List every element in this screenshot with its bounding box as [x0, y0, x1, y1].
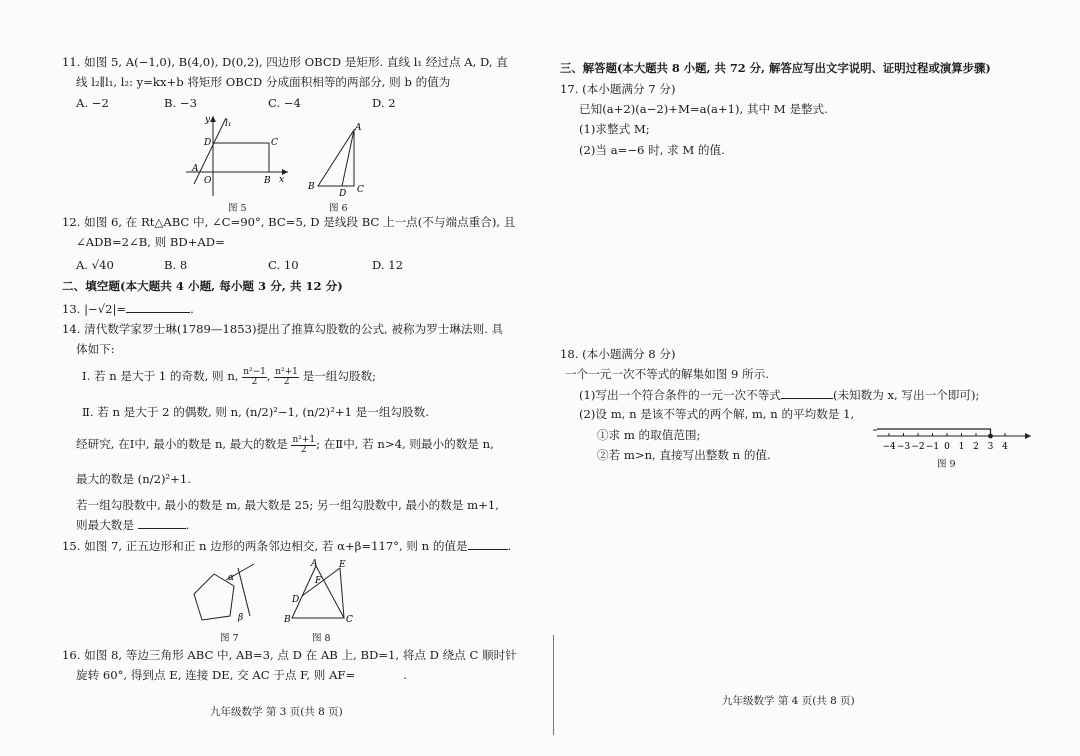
tick-label: 2: [973, 442, 979, 452]
q12-line2: ∠ADB=2∠B, 则 BD+AD=: [76, 235, 225, 249]
rule2-math-1: (n/2)²−1: [245, 405, 296, 419]
q13: [62, 301, 194, 316]
q18-sub-2: ②若 m>n, 直接写出整数 n 的值.: [597, 448, 771, 462]
tick-label: 1: [958, 442, 965, 452]
q18-answer-blank: [781, 387, 833, 399]
q14-ask-text: 则最大数是: [76, 518, 134, 532]
q14-line1: 14. 清代数学家罗士琳(1789—1853)提出了推算勾股数的公式, 被称为罗士琳法则. 具: [62, 322, 504, 336]
fig5-label-x: x: [279, 175, 285, 185]
q12-option-b: B. 8: [164, 258, 188, 272]
q18-part-1-note: (未知数为 x, 写出一个即可);: [832, 388, 980, 402]
solution-endpoint: [988, 434, 993, 439]
tick-label: −2: [911, 442, 925, 452]
rule1-frac-2: [274, 368, 299, 387]
fig6-label-c: C: [357, 185, 364, 195]
q12-option-a: A. √40: [76, 258, 114, 272]
rule1-frac-1: [242, 368, 267, 387]
q16-answer-blank: [355, 668, 403, 679]
q18-part-2: (2)设 m, n 是该不等式的两个解, m, n 的平均数是 1,: [579, 407, 855, 421]
q14-line2: 体如下:: [76, 342, 115, 356]
q14-ask: 则最大数是 .: [76, 518, 190, 532]
rule1-frac-1-num: n²−1: [243, 366, 266, 377]
section-3-heading: 三、解答题(本大题共 8 小题, 共 72 分, 解答应写出文字说明、证明过程或演算步骤): [560, 61, 991, 75]
fig8-label-a: A: [311, 559, 318, 569]
fig7-caption: 图 7: [220, 633, 239, 644]
q16-text: 旋转 60°, 得到点 E, 连接 DE, 交 AC 于点 F, 则 AF=: [76, 668, 356, 682]
study-math: (n/2)²+1.: [137, 472, 191, 486]
q12-option-d: D. 12: [372, 258, 404, 272]
q16-line1: 16. 如图 8, 等边三角形 ABC 中, AB=3, 点 D 在 AB 上, BD=1, 将点 D 绕点 C 顺时针: [62, 648, 517, 662]
tick-label: −1: [925, 442, 940, 452]
q18-part-1-text: (1)写出一个符合条件的一元一次不等式: [579, 388, 781, 402]
figure-6: [305, 118, 375, 198]
fig8-label-e: E: [339, 560, 346, 570]
study-text-c: 最大的数是: [76, 472, 134, 486]
q17-title: 17. (本小题满分 7 分): [560, 82, 676, 96]
fig5-label-a: A: [192, 164, 199, 174]
q11-option-d: D. 2: [372, 96, 396, 110]
axis-arrow: [1025, 433, 1031, 439]
fig6-caption: 图 6: [329, 203, 348, 214]
fig8-label-f: F: [315, 576, 322, 586]
study-frac: [291, 436, 316, 455]
q12-line1: 12. 如图 6, 在 Rt△ABC 中, ∠C=90°, BC=5, D 是线段 BC 上一点(不与端点重合), 且: [62, 215, 516, 229]
q14-condition: 若一组勾股数中, 最小的数是 m, 最大数是 25; 另一组勾股数中, 最小的数是 m+1,: [76, 498, 499, 512]
fig8-label-d: D: [292, 595, 300, 605]
q14-study: [76, 434, 494, 455]
fig5-label-o: O: [204, 176, 212, 186]
tick-label: 4: [1002, 442, 1008, 452]
q14-answer-blank: [138, 517, 186, 529]
q13-answer-blank: [126, 301, 190, 313]
rule1-text-a: Ⅰ. 若 n 是大于 1 的奇数, 则 n,: [82, 369, 239, 383]
fig5-label-y: y: [205, 115, 211, 125]
study-frac-den: 2: [300, 444, 307, 455]
q18-part-1: [579, 387, 979, 402]
rule1-frac-2-den: 2: [283, 376, 290, 387]
rule2-text-b: 是一组勾股数.: [355, 405, 429, 419]
tick-label: 0: [944, 442, 950, 452]
section-2-heading: 二、填空题(本大题共 4 小题, 每小题 3 分, 共 12 分): [62, 279, 343, 293]
study-text-b: ; 在Ⅱ中, 若 n>4, 则最小的数是 n,: [316, 437, 494, 451]
fig8-label-c: C: [346, 615, 353, 625]
fig8-caption: 图 8: [312, 633, 331, 644]
fig7-label-alpha: α: [228, 573, 235, 583]
left-page-footer: 九年级数学 第 3 页(共 8 页): [210, 706, 343, 718]
fig5-label-c: C: [271, 138, 278, 148]
q12-option-c: C. 10: [268, 258, 299, 272]
right-page: [545, 0, 1080, 756]
q16-line2: 旋转 60°, 得到点 E, 连接 DE, 交 AC 于点 F, 则 AF= .: [76, 668, 407, 682]
q14-rule-1: Ⅰ. 若 n 是大于 1 的奇数, 则 n, $\frac{\text{n²−1}}{2}$ , $\frac{\text{n²+1}}{2}$ 是一组勾股数;: [82, 366, 377, 387]
q17-part-2: (2)当 a=−6 时, 求 M 的值.: [579, 143, 725, 157]
tick-label: 3: [987, 442, 994, 452]
fig6-label-a: A: [355, 123, 362, 133]
fig7-label-beta: β: [238, 613, 244, 623]
fig5-label-b: B: [264, 176, 271, 186]
right-page-footer: 九年级数学 第 4 页(共 8 页): [722, 695, 855, 707]
q11-option-a: A. −2: [76, 96, 109, 110]
fig8-label-b: B: [284, 615, 291, 625]
tick-label: −3: [896, 442, 911, 452]
q14-study-2: [76, 469, 191, 489]
fig5-label-d: D: [204, 138, 212, 148]
q15-text: 15. 如图 7, 正五边形和正 n 边形的两条邻边相交, 若 α+β=117°, 则 n 的值是: [62, 539, 468, 553]
fig6-label-d: D: [339, 189, 347, 198]
q18-given: 一个一元一次不等式的解集如图 9 所示.: [565, 367, 769, 381]
fig5-label-l1: l₁: [225, 119, 232, 129]
rule2-math-2: (n/2)²+1: [302, 405, 352, 419]
rule1-frac-2-num: n²+1: [275, 366, 298, 377]
q11-line1: 11. 如图 5, A(−1,0), B(4,0), D(0,2), 四边形 OBCD 是矩形. 直线 l₁ 经过点 A, D, 直: [62, 55, 508, 69]
q17-part-1: (1)求整式 M;: [579, 122, 650, 136]
figure-9-number-line: [873, 422, 1035, 456]
solution-ray-line: [877, 429, 991, 436]
fig6-label-b: B: [308, 182, 315, 192]
fig9-caption: 图 9: [937, 459, 956, 470]
rule2-text-a: Ⅱ. 若 n 是大于 2 的偶数, 则 n,: [82, 405, 242, 419]
q14-rule-2: Ⅱ. 若 n 是大于 2 的偶数, 则 n, (n/2)²−1, (n/2)²+1 是一组勾股数.: [82, 405, 429, 419]
q17-given: 已知(a+2)(a−2)+M=a(a+1), 其中 M 是整式.: [579, 102, 828, 116]
q13-text: 13. |−√2|=: [62, 302, 127, 316]
q15: 15. 如图 7, 正五边形和正 n 边形的两条邻边相交, 若 α+β=117°, 则 n 的值是 .: [62, 539, 512, 553]
q18-title: 18. (本小题满分 8 分): [560, 347, 676, 361]
study-text-a: 经研究, 在Ⅰ中, 最小的数是 n, 最大的数是: [76, 437, 288, 451]
q13-suffix: .: [190, 302, 194, 316]
figure-7: [188, 558, 268, 630]
rule1-text-b: 是一组勾股数;: [302, 369, 377, 383]
rule1-frac-1-den: 2: [251, 376, 258, 387]
q11-line2: 线 l₂∥l₁, l₂: y=kx+b 将矩形 OBCD 分成面积相等的两部分, 则 b 的值为: [76, 75, 451, 89]
figure-5: [180, 112, 292, 200]
study-frac-num: n²+1: [292, 434, 316, 445]
q11-option-b: B. −3: [164, 96, 197, 110]
q15-answer-blank: [468, 538, 508, 550]
q18-sub-1: ①求 m 的取值范围;: [597, 428, 701, 442]
q11-option-c: C. −4: [268, 96, 301, 110]
tick-label: −4: [882, 442, 896, 452]
fig5-caption: 图 5: [228, 203, 247, 214]
figure-8: [284, 556, 366, 630]
